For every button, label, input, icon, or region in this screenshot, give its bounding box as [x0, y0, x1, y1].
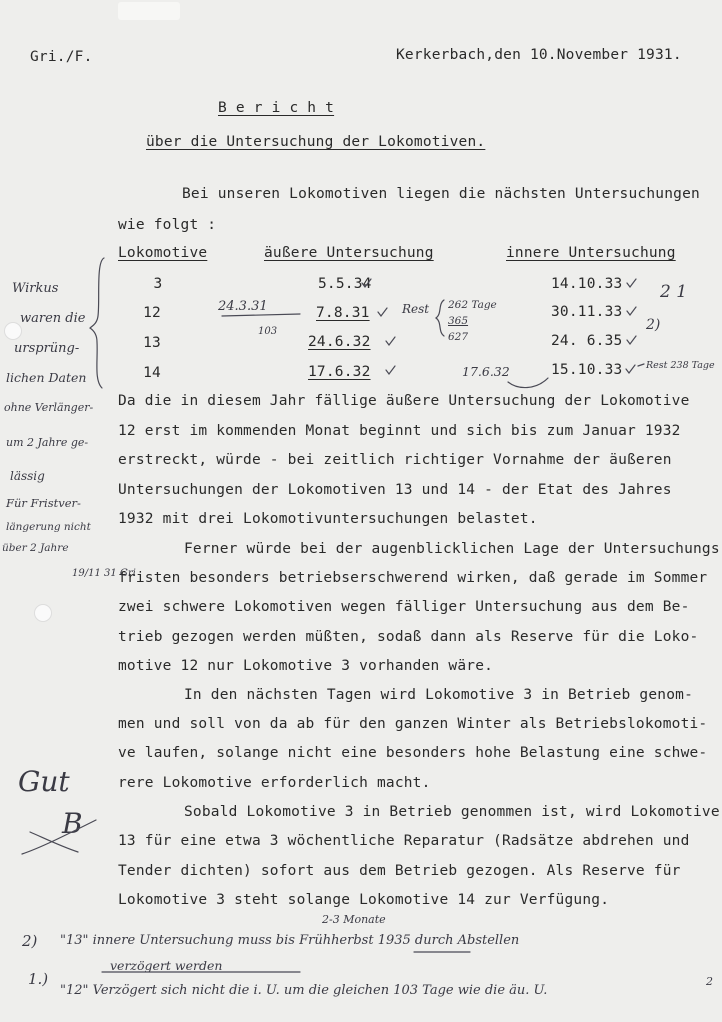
- table-header-inner: innere Untersuchung: [506, 245, 676, 261]
- paragraph-2-line: trieb gezogen werden müßten, sodaß dann als Reserve für die Loko-: [118, 629, 699, 645]
- margin-note-line: ursprüng-: [14, 341, 80, 356]
- table-row-loco: 14: [143, 365, 161, 381]
- bottom-note: "13" innere Untersuchung muss bis Frühherbst 1935 durch Abstellen: [60, 933, 520, 948]
- margin-note-line: lässig: [10, 469, 45, 483]
- margin-note-line: waren die: [20, 311, 86, 326]
- handwritten-date: 17.6.32: [462, 364, 510, 379]
- paragraph-2-line: zwei schwere Lokomotiven wegen fälliger Untersuchung aus dem Be-: [118, 599, 690, 615]
- paragraph-3-line: ve laufen, solange nicht eine besonders hohe Belastung eine schwe-: [118, 745, 708, 761]
- handwritten-rest: Rest: [402, 302, 430, 316]
- margin-note-line: Wirkus: [12, 281, 59, 296]
- paragraph-2-line: fristen besonders betriebserschwerend wirken, daß gerade im Sommer: [118, 570, 708, 586]
- paragraph-4-line: Tender dichten) sofort aus dem Betrieb gezogen. Als Reserve für: [118, 863, 681, 879]
- table-row-outer: 5.5.34: [318, 276, 372, 292]
- paragraph-1-line: Da die in diesem Jahr fällige äußere Untersuchung der Lokomotive: [118, 393, 690, 409]
- paragraph-2-line: Ferner würde bei der augenblicklichen Lage der Untersuchungs: [184, 541, 720, 557]
- place-date: Kerkerbach,den 10.November 1931.: [396, 47, 682, 63]
- bottom-note: verzögert werden: [110, 958, 223, 973]
- table-row-outer: 7.8.31: [316, 305, 370, 321]
- paragraph-3-line: men und soll von da ab für den ganzen Winter als Betriebslokomoti-: [118, 716, 708, 732]
- handwritten-date: 24.3.31: [218, 299, 268, 314]
- margin-note-line: 19/11 31 Gri: [72, 568, 136, 579]
- signature: B: [62, 807, 83, 840]
- signature: Gut: [18, 765, 70, 798]
- handwritten-number: 103: [258, 326, 278, 337]
- handwritten-days: 627: [448, 331, 469, 343]
- paragraph-1-line: Untersuchungen der Lokomotiven 13 und 14 - der Etat des Jahres: [118, 482, 672, 498]
- paragraph-1-line: 12 erst im kommenden Monat beginnt und sich bis zum Januar 1932: [118, 423, 681, 439]
- table-row-loco: 13: [143, 335, 161, 351]
- paragraph-1-line: 1932 mit drei Lokomotivuntersuchungen belastet.: [118, 511, 538, 527]
- intro-line-2: wie folgt :: [118, 217, 217, 233]
- table-row-inner: 15.10.33: [551, 362, 623, 378]
- table-row-outer: 24.6.32: [308, 334, 371, 350]
- margin-note-line: um 2 Jahre ge-: [6, 436, 89, 449]
- table-row-inner: 14.10.33: [551, 276, 623, 292]
- bottom-note-marker: 1.): [28, 970, 49, 988]
- intro-line-1: Bei unseren Lokomotiven liegen die nächsten Untersuchungen: [182, 186, 700, 202]
- table-header-outer: äußere Untersuchung: [264, 245, 434, 261]
- handwritten-mark: 2): [646, 317, 661, 333]
- margin-note-line: lichen Daten: [6, 370, 87, 385]
- paragraph-3-line: rere Lokomotive erforderlich macht.: [118, 775, 431, 791]
- table-row-loco: 3: [153, 276, 163, 292]
- table-header-loco: Lokomotive: [118, 245, 208, 261]
- table-row-loco: 12: [143, 305, 161, 321]
- reference-code: Gri./F.: [30, 49, 93, 65]
- bottom-note-months: 2-3 Monate: [322, 913, 386, 926]
- margin-note-line: über 2 Jahre: [2, 542, 69, 554]
- paragraph-4-line: Sobald Lokomotive 3 in Betrieb genommen ist, wird Lokomotive: [184, 804, 720, 820]
- bottom-note: "12" Verzögert sich nicht die i. U. um die gleichen 103 Tage wie die äu. U.: [60, 983, 548, 998]
- paragraph-4-line: 13 für eine etwa 3 wöchentliche Reparatur (Radsätze abdrehen und: [118, 833, 690, 849]
- margin-note-line: längerung nicht: [6, 521, 91, 533]
- margin-note-line: ohne Verlänger-: [4, 401, 94, 414]
- table-row-inner: 30.11.33: [551, 304, 623, 320]
- paragraph-1-line: erstreckt, würde - bei zeitlich richtiger Vornahme der äußeren: [118, 452, 672, 468]
- handwritten-rest-days: Rest 238 Tage: [646, 360, 715, 371]
- handwritten-days: 262 Tage: [448, 299, 497, 311]
- paragraph-3-line: In den nächsten Tagen wird Lokomotive 3 in Betrieb genom-: [184, 687, 693, 703]
- margin-note-line: Für Fristver-: [6, 496, 81, 510]
- handwritten-days: 365: [448, 315, 469, 327]
- table-row-outer: 17.6.32: [308, 364, 371, 380]
- handwritten-mark: 2 1: [660, 282, 688, 302]
- report-title: B e r i c h t: [218, 100, 335, 116]
- bottom-note-marker: 2): [22, 932, 38, 950]
- paragraph-4-line: Lokomotive 3 steht solange Lokomotive 14 zur Verfügung.: [118, 892, 610, 908]
- table-row-inner: 24. 6.35: [551, 333, 623, 349]
- bottom-note-superscript: 2: [706, 975, 713, 988]
- report-subtitle: über die Untersuchung der Lokomotiven.: [146, 134, 486, 150]
- paragraph-2-line: motive 12 nur Lokomotive 3 vorhanden wäre.: [118, 658, 494, 674]
